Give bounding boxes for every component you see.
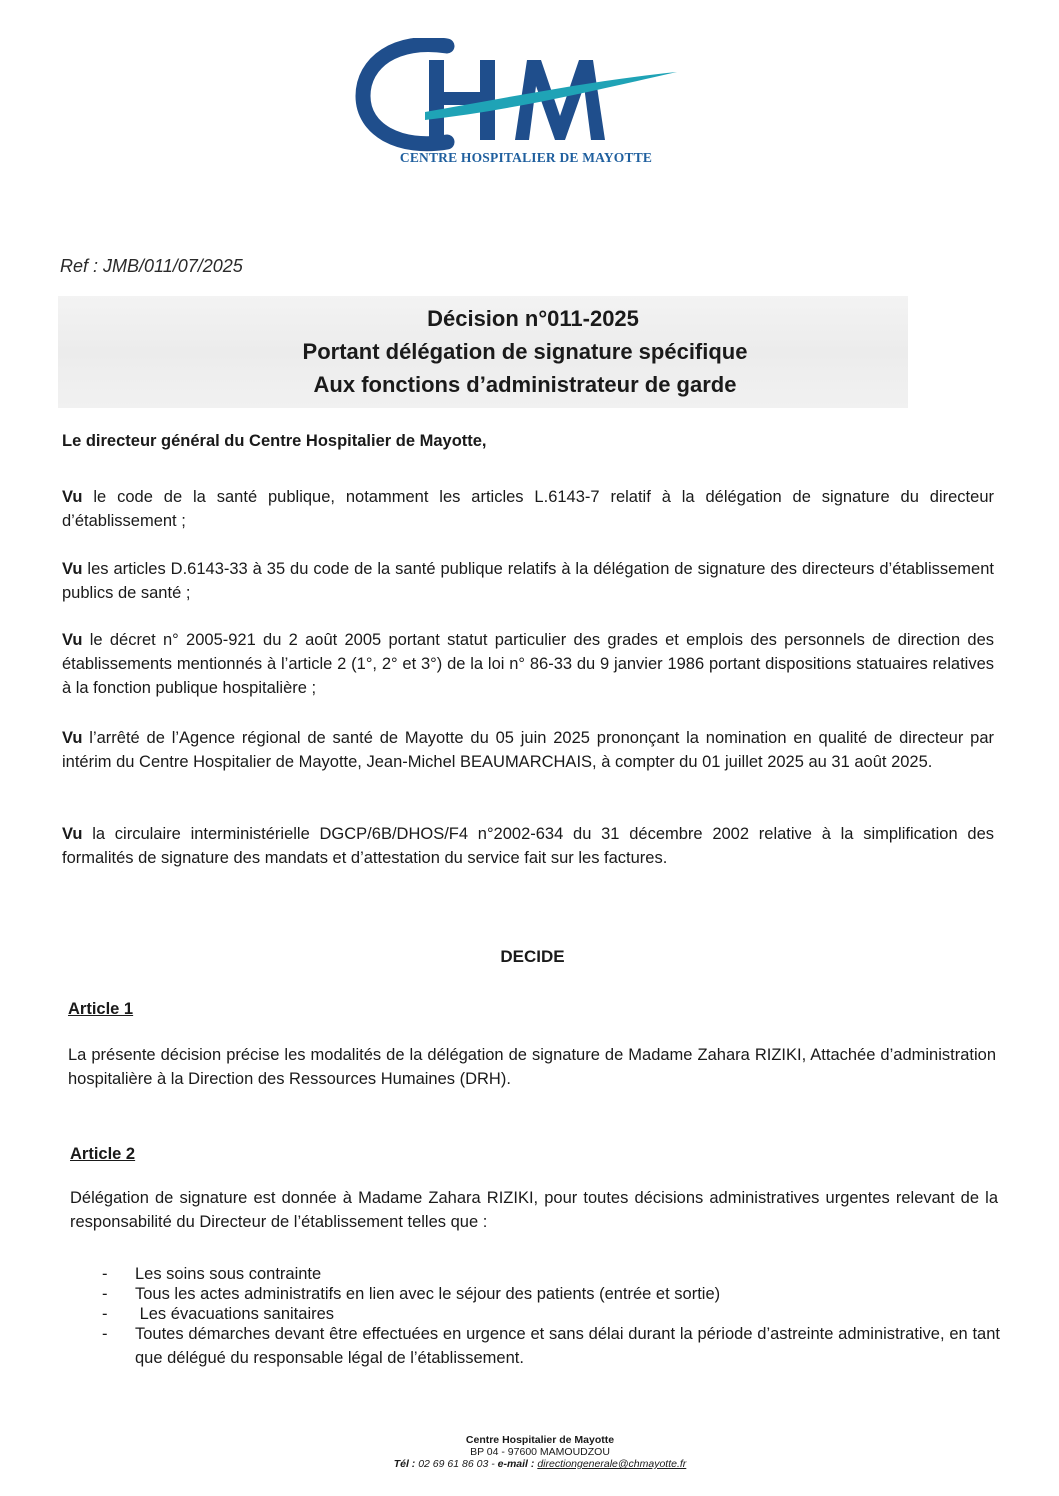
article-2-text: Délégation de signature est donnée à Madame Zahara RIZIKI, pour toutes décisions administratives urgentes relevant de la responsabilité du Directeur de l’établissement telles que : xyxy=(70,1189,998,1231)
footer-name: Centre Hospitalier de Mayotte xyxy=(465,1434,615,1446)
chm-logo xyxy=(355,38,695,168)
footer-address: BP 04 - 97600 MAMOUDZOU xyxy=(470,1446,610,1458)
visa-paragraph xyxy=(62,557,994,605)
bullet-dash: - xyxy=(102,1305,108,1323)
footer xyxy=(360,1434,720,1470)
bullet-dash: - xyxy=(102,1285,108,1303)
footer-contact xyxy=(360,1458,720,1470)
bullet-dash: - xyxy=(102,1325,108,1343)
visa-text: le code de la santé publique, notamment les articles L.6143-7 relatif à la délégation de signature du directeur d’établissement ; xyxy=(62,488,994,530)
decision-number: Décision n°011-2025 xyxy=(427,306,639,331)
chm-logo-graphic xyxy=(355,38,695,153)
visa-keyword: Vu xyxy=(62,560,83,578)
article-1-text: La présente décision précise les modalités de la délégation de signature de Madame Zahara RIZIKI, Attachée d’administration hospitalière à la Direction des Ressources Humaines (DRH). xyxy=(68,1046,996,1088)
list-item-text: Toutes démarches devant être effectuées en urgence et sans délai durant la période d’astreinte administrative, en tant que délégué du responsable légal de l’établissement. xyxy=(135,1325,1000,1367)
footer-email-label: e-mail : xyxy=(497,1458,535,1470)
list-item-text: Les soins sous contrainte xyxy=(135,1265,322,1283)
footer-tel-label: Tél : xyxy=(393,1458,416,1470)
visa-paragraph xyxy=(62,822,994,870)
visa-text: la circulaire interministérielle DGCP/6B/DHOS/F4 n°2002-634 du 31 décembre 2002 relative à la simplification des formalités de signature des mandats et d’attestation du service fait sur les factures. xyxy=(62,825,994,867)
decision-scope: Aux fonctions d’administrateur de garde xyxy=(313,372,737,397)
footer-tel: 02 69 61 86 03 - xyxy=(415,1458,498,1470)
list-item-text: Les évacuations sanitaires xyxy=(135,1305,335,1323)
visa-text: le décret n° 2005-921 du 2 août 2005 portant statut particulier des grades et emplois des personnels de direction des établissements mentionnés à l’article 2 (1°, 2° et 3°) de la loi n° 86-33 du 9 janvier 1986 portant dispositions statuaires relatives à la fonction publique hospitalière ; xyxy=(62,631,994,697)
bullet-dash: - xyxy=(102,1265,108,1283)
visa-keyword: Vu xyxy=(62,729,83,747)
article-2-heading: Article 2 xyxy=(70,1145,136,1163)
decision-subject: Portant délégation de signature spécifique xyxy=(302,339,748,364)
decide-heading: DECIDE xyxy=(500,947,565,966)
logo-subtitle: CENTRE HOSPITALIER DE MAYOTTE xyxy=(399,150,653,165)
intro-line: Le directeur général du Centre Hospitalier de Mayotte, xyxy=(62,432,487,450)
list-item xyxy=(102,1322,1000,1370)
visa-keyword: Vu xyxy=(62,631,83,649)
visa-paragraph xyxy=(62,726,994,774)
visa-text: les articles D.6143-33 à 35 du code de la santé publique relatifs à la délégation de signature des directeurs d’établissement publics de santé ; xyxy=(62,560,994,602)
visa-paragraph xyxy=(62,485,994,533)
visa-paragraph xyxy=(62,628,994,700)
article-1-heading: Article 1 xyxy=(68,1000,134,1018)
list-item-text: Tous les actes administratifs en lien avec le séjour des patients (entrée et sortie) xyxy=(135,1285,721,1303)
reference-number: Ref : JMB/011/07/2025 xyxy=(60,256,243,276)
delegation-list xyxy=(102,1262,1000,1370)
visa-text: l’arrêté de l’Agence régional de santé de Mayotte du 05 juin 2025 prononçant la nomination en qualité de directeur par intérim du Centre Hospitalier de Mayotte, Jean-Michel BEAUMARCHAIS, à compter du 01 juillet 2025 au 31 août 2025. xyxy=(62,729,994,771)
visa-keyword: Vu xyxy=(62,488,83,506)
visa-keyword: Vu xyxy=(62,825,83,843)
footer-email-link[interactable]: directiongenerale@chmayotte.fr xyxy=(537,1458,687,1470)
